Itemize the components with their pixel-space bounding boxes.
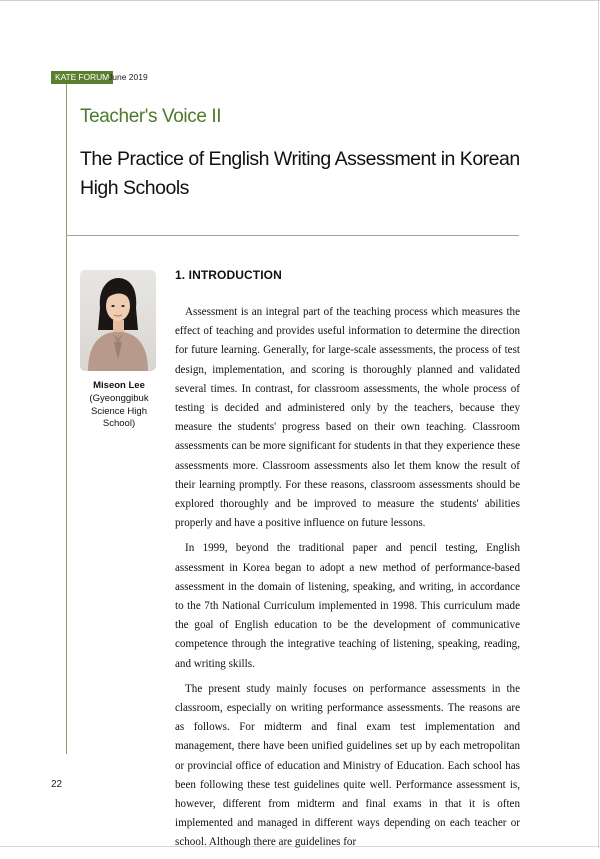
- issue-date: June 2019: [108, 72, 148, 82]
- section-title: Teacher's Voice II: [80, 106, 222, 127]
- paragraph: Assessment is an integral part of the teaching process which measures the effect of teaching and provides useful information to determine the direction for future learning. Generally, for large-scale assessments, the process of test design, implementation, and scoring is thoroughly planned and validated several times. In contrast, for classroom assessments, the whole process of testing is decided and administered only by the teachers, because they measure the students' progress based on their own teaching. Classroom assessments can be more significant for students in that they experience these assessments more. Classroom assessments also let them know the result of their learning promptly. For these reasons, classroom assessments should be explored thoroughly and be improved to measure the students' abilities properly and have a positive influence on future lessons.: [175, 306, 520, 530]
- author-name: Miseon Lee: [93, 380, 145, 391]
- title-divider: [66, 235, 519, 236]
- paragraph: In 1999, beyond the traditional paper and pencil testing, English assessment in Korea began to adopt a new method of performance-based assessment in the domain of listening, speaking, and writing, in accordance to the 7th National Curriculum implemented in 1998. This curriculum made the goal of English education to be the development of communicative competence through the integrative teaching of listening, speaking, reading, and writing skills.: [175, 542, 520, 670]
- page-border-right: [598, 0, 599, 848]
- author-affiliation: (Gyeonggibuk Science High School): [89, 393, 149, 429]
- article-title: The Practice of English Writing Assessment in Korean High Schools: [80, 148, 520, 199]
- author-photo: [80, 270, 156, 371]
- page-number: 22: [51, 779, 63, 790]
- body-text: [175, 303, 520, 859]
- section-heading: 1. INTRODUCTION: [175, 268, 282, 282]
- paragraph: The present study mainly focuses on performance assessments in the classroom, especially on writing performance assessments. The reasons are as follows. For midterm and final exam test implementation and management, there have been unified guidelines set up by each metropolitan or provincial office of education and Ministry of Education. Each school has been following these test guidelines quite well. Performance assessment is, however, different from midterm and final exams in that it is often implemented and managed in different ways depending on each teacher or school. Although there are guidelines for: [175, 682, 520, 849]
- journal-badge: KATE FORUM: [51, 71, 113, 84]
- margin-rule: [66, 84, 67, 754]
- page-border-top: [0, 0, 600, 1]
